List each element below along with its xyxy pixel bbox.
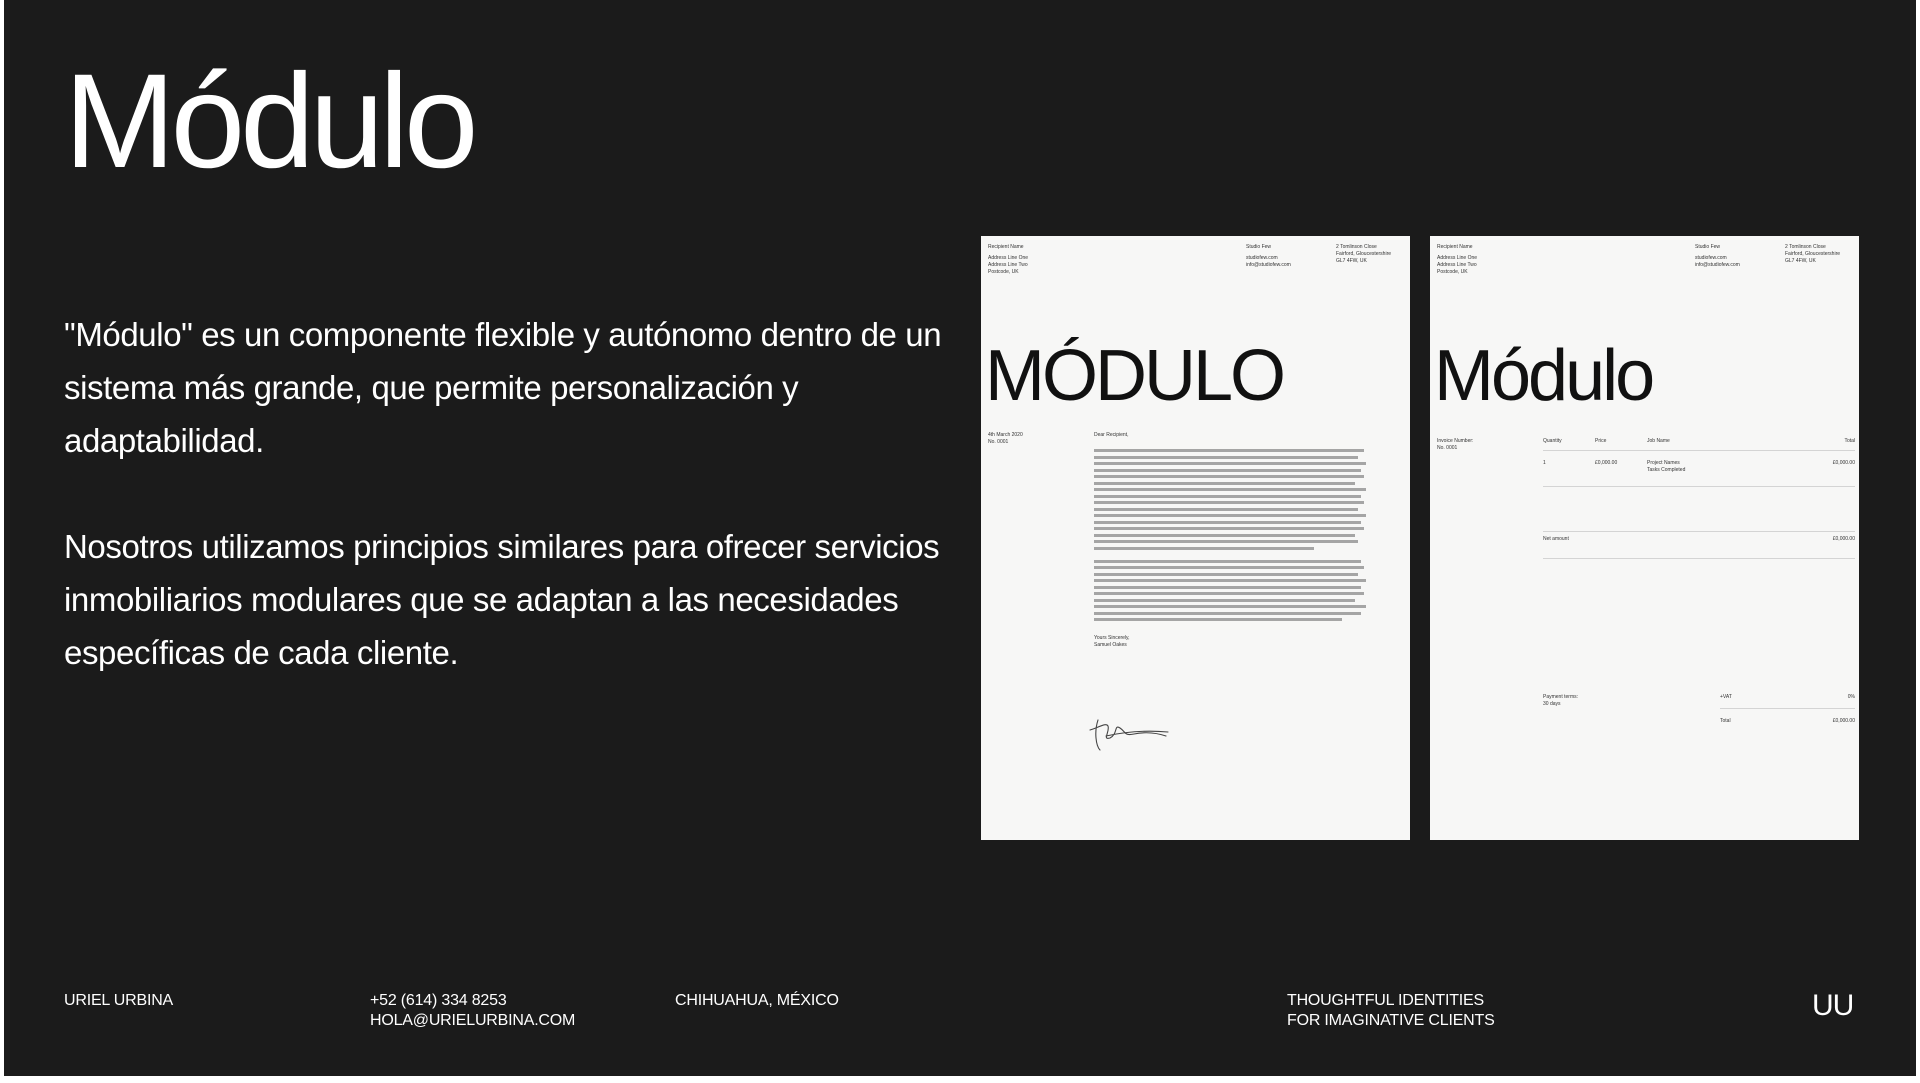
payment-terms-value: 30 days [1543, 701, 1561, 707]
studio-name: Studio Few [1695, 244, 1721, 250]
total-label: Total [1720, 718, 1731, 724]
letter-body [1094, 432, 1369, 649]
row-job-sub: Tasks Completed [1647, 467, 1686, 473]
letter-studio-block [1246, 244, 1326, 269]
col-job-name: Job Name [1647, 438, 1670, 444]
footer-tagline [1287, 991, 1495, 1031]
footer-email: HOLA@URIELURBINA.COM [370, 1012, 576, 1029]
row-total: £0,000.00 [1832, 460, 1855, 466]
row-job-name: Project Names [1647, 460, 1680, 466]
studio-website: studiofew.com [1695, 255, 1727, 261]
letter-paragraph-placeholder [1094, 560, 1369, 622]
invoice-number-block [1437, 438, 1507, 452]
invoice-number-label: Invoice Number: [1437, 438, 1474, 444]
row-quantity: 1 [1543, 460, 1546, 466]
letter-greeting: Dear Recipient, [1094, 432, 1129, 438]
address-line: 2 Tomlinson Close [1336, 244, 1377, 250]
services-paragraph: Nosotros utilizamos principios similares para ofrecer servicios inmobiliarios modulares que se adaptan a las necesidades específicas de cada cliente. [64, 528, 940, 671]
payment-terms [1543, 694, 1578, 708]
letter-studio-address [1336, 244, 1406, 265]
recipient-label: Recipient Name [1437, 244, 1473, 250]
footer-location: CHIHUAHUA, MÉXICO [675, 992, 839, 1009]
invoice-number: No. 0001 [1437, 445, 1458, 451]
letterhead-mockup [981, 236, 1410, 840]
studio-website: studiofew.com [1246, 255, 1278, 261]
payment-terms-label: Payment terms: [1543, 694, 1579, 700]
letter-date-block [988, 432, 1058, 446]
letter-number: No. 0001 [988, 439, 1009, 445]
table-divider [1720, 708, 1855, 709]
total-value: £0,000.00 [1832, 718, 1855, 724]
invoice-studio-address [1785, 244, 1855, 265]
letter-paragraph-placeholder [1094, 449, 1369, 550]
row-job [1647, 460, 1685, 474]
table-divider [1543, 558, 1855, 559]
address-line: Fairford, Gloucestershire [1785, 251, 1841, 257]
address-line: Postcode, UK [988, 269, 1019, 275]
address-line: Address Line Two [1437, 262, 1477, 268]
footer-contact [370, 991, 575, 1031]
signoff-text: Yours Sincerely, [1094, 635, 1130, 641]
presentation-slide [4, 0, 1916, 1076]
letter-date: 4th March 2020 [988, 432, 1023, 438]
studio-email: info@studiofew.com [1695, 262, 1740, 268]
signer-name: Samuel Oakes [1094, 642, 1127, 648]
address-line: GL7 4FW, UK [1785, 258, 1816, 264]
letter-signoff [1094, 635, 1369, 649]
address-line: Address Line One [988, 255, 1029, 261]
letter-wordmark: MÓDULO [985, 336, 1284, 416]
table-divider [1543, 450, 1855, 451]
col-price: Price [1595, 438, 1607, 444]
slide-title: Módulo [64, 47, 474, 196]
address-line: Address Line Two [988, 262, 1028, 268]
tagline-line: THOUGHTFUL IDENTITIES [1287, 992, 1484, 1009]
invoice-studio-block [1695, 244, 1775, 269]
address-line: Fairford, Gloucestershire [1336, 251, 1392, 257]
letter-recipient-block [988, 244, 1098, 276]
table-divider [1543, 531, 1855, 532]
recipient-label: Recipient Name [988, 244, 1024, 250]
address-line: 2 Tomlinson Close [1785, 244, 1826, 250]
address-line: Address Line One [1437, 255, 1478, 261]
studio-email: info@studiofew.com [1246, 262, 1291, 268]
studio-name: Studio Few [1246, 244, 1272, 250]
invoice-recipient-block [1437, 244, 1547, 276]
net-amount-label: Net amount [1543, 536, 1569, 542]
vat-value: 0% [1847, 694, 1855, 700]
footer-phone: +52 (614) 334 8253 [370, 992, 507, 1009]
brand-logo: UU [1812, 989, 1854, 1022]
row-price: £0,000.00 [1595, 460, 1618, 466]
net-amount-value: £0,000.00 [1832, 536, 1855, 542]
table-divider [1543, 486, 1855, 487]
tagline-line: FOR IMAGINATIVE CLIENTS [1287, 1012, 1495, 1029]
col-total: Total [1844, 438, 1855, 444]
footer-name: URIEL URBINA [64, 992, 174, 1009]
invoice-wordmark: Módulo [1434, 336, 1653, 416]
invoice-mockup [1430, 236, 1859, 840]
signature-icon [1084, 710, 1174, 754]
address-line: GL7 4FW, UK [1336, 258, 1367, 264]
col-quantity: Quantity [1543, 438, 1562, 444]
intro-paragraph: "Módulo" es un componente flexible y autónomo dentro de un sistema más grande, que permite personalización y adaptabilidad. [64, 316, 942, 459]
address-line: Postcode, UK [1437, 269, 1468, 275]
vat-label: +VAT [1720, 694, 1732, 700]
